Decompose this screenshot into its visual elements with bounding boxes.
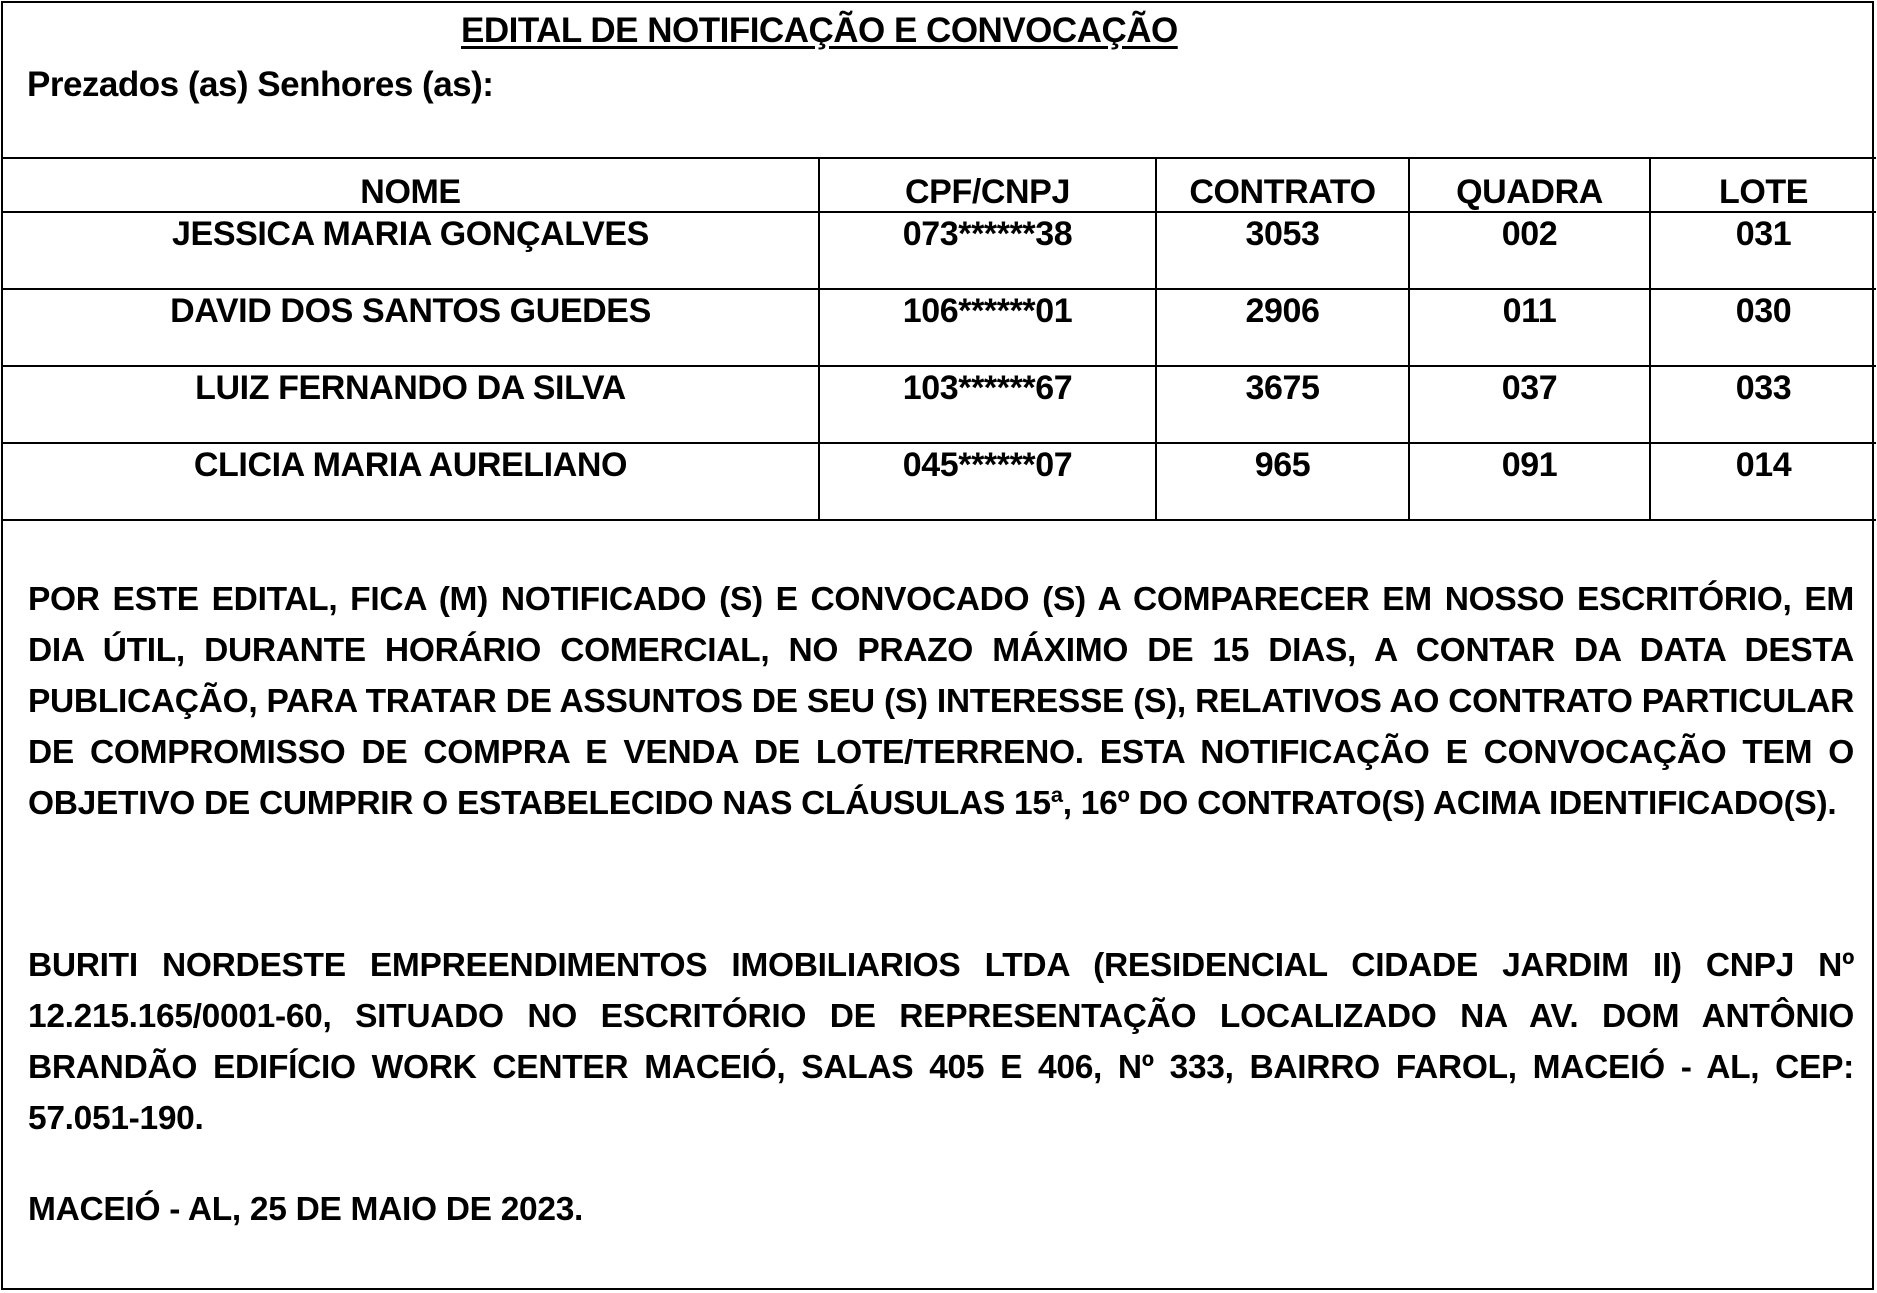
notice-frame bbox=[1, 1, 1874, 1290]
salutation: Prezados (as) Senhores (as): bbox=[27, 65, 494, 104]
cell-lote: 014 bbox=[1650, 443, 1876, 520]
cell-cpf-cnpj: 106******01 bbox=[819, 289, 1156, 366]
cell-quadra: 037 bbox=[1409, 366, 1650, 443]
table-row bbox=[3, 289, 1876, 366]
notified-persons-table bbox=[3, 157, 1876, 521]
table-header-row bbox=[3, 158, 1876, 212]
table-row bbox=[3, 212, 1876, 289]
cell-contrato: 3675 bbox=[1156, 366, 1409, 443]
cell-lote: 031 bbox=[1650, 212, 1876, 289]
cell-nome: LUIZ FERNANDO DA SILVA bbox=[3, 366, 819, 443]
notice-paragraph: POR ESTE EDITAL, FICA (M) NOTIFICADO (S) E CONVOCADO (S) A COMPARECER EM NOSSO ESCRITÓRIO, EM DIA ÚTIL, DURANTE HORÁRIO COMERCIAL, NO PRAZO MÁXIMO DE 15 DIAS, A CONTAR DA DATA DESTA PUBLICAÇÃO, PARA TRATAR DE ASSUNTOS DE SEU (S) INTERESSE (S), RELATIVOS AO CONTRATO PARTICULAR DE COMPROMISSO DE COMPRA E VENDA DE LOTE/TERRENO. ESTA NOTIFICAÇÃO E CONVOCAÇÃO TEM O OBJETIVO DE CUMPRIR O ESTABELECIDO NAS CLÁUSULAS 15ª, 16º DO CONTRATO(S) ACIMA IDENTIFICADO(S). bbox=[28, 581, 1854, 822]
cell-quadra: 091 bbox=[1409, 443, 1650, 520]
date-line: MACEIÓ - AL, 25 DE MAIO DE 2023. bbox=[28, 1191, 584, 1228]
column-header-contrato: CONTRATO bbox=[1156, 158, 1409, 212]
column-header-nome: NOME bbox=[3, 158, 819, 212]
table-row bbox=[3, 443, 1876, 520]
cell-nome: DAVID DOS SANTOS GUEDES bbox=[3, 289, 819, 366]
cell-nome: CLICIA MARIA AURELIANO bbox=[3, 443, 819, 520]
cell-contrato: 3053 bbox=[1156, 212, 1409, 289]
cell-nome: JESSICA MARIA GONÇALVES bbox=[3, 212, 819, 289]
cell-quadra: 011 bbox=[1409, 289, 1650, 366]
column-header-lote: LOTE bbox=[1650, 158, 1876, 212]
cell-lote: 030 bbox=[1650, 289, 1876, 366]
column-header-quadra: QUADRA bbox=[1409, 158, 1650, 212]
document-title: EDITAL DE NOTIFICAÇÃO E CONVOCAÇÃO bbox=[461, 11, 1178, 50]
company-address-paragraph: BURITI NORDESTE EMPREENDIMENTOS IMOBILIARIOS LTDA (RESIDENCIAL CIDADE JARDIM II) CNPJ Nº 12.215.165/0001-60, SITUADO NO ESCRITÓRIO DE REPRESENTAÇÃO LOCALIZADO NA AV. DOM ANTÔNIO BRANDÃO EDIFÍCIO WORK CENTER MACEIÓ, SALAS 405 E 406, Nº 333, BAIRRO FAROL, MACEIÓ - AL, CEP: 57.051-190. bbox=[28, 947, 1854, 1137]
cell-cpf-cnpj: 045******07 bbox=[819, 443, 1156, 520]
cell-quadra: 002 bbox=[1409, 212, 1650, 289]
cell-cpf-cnpj: 073******38 bbox=[819, 212, 1156, 289]
cell-lote: 033 bbox=[1650, 366, 1876, 443]
cell-contrato: 2906 bbox=[1156, 289, 1409, 366]
table-row bbox=[3, 366, 1876, 443]
column-header-cpf-cnpj: CPF/CNPJ bbox=[819, 158, 1156, 212]
cell-contrato: 965 bbox=[1156, 443, 1409, 520]
cell-cpf-cnpj: 103******67 bbox=[819, 366, 1156, 443]
